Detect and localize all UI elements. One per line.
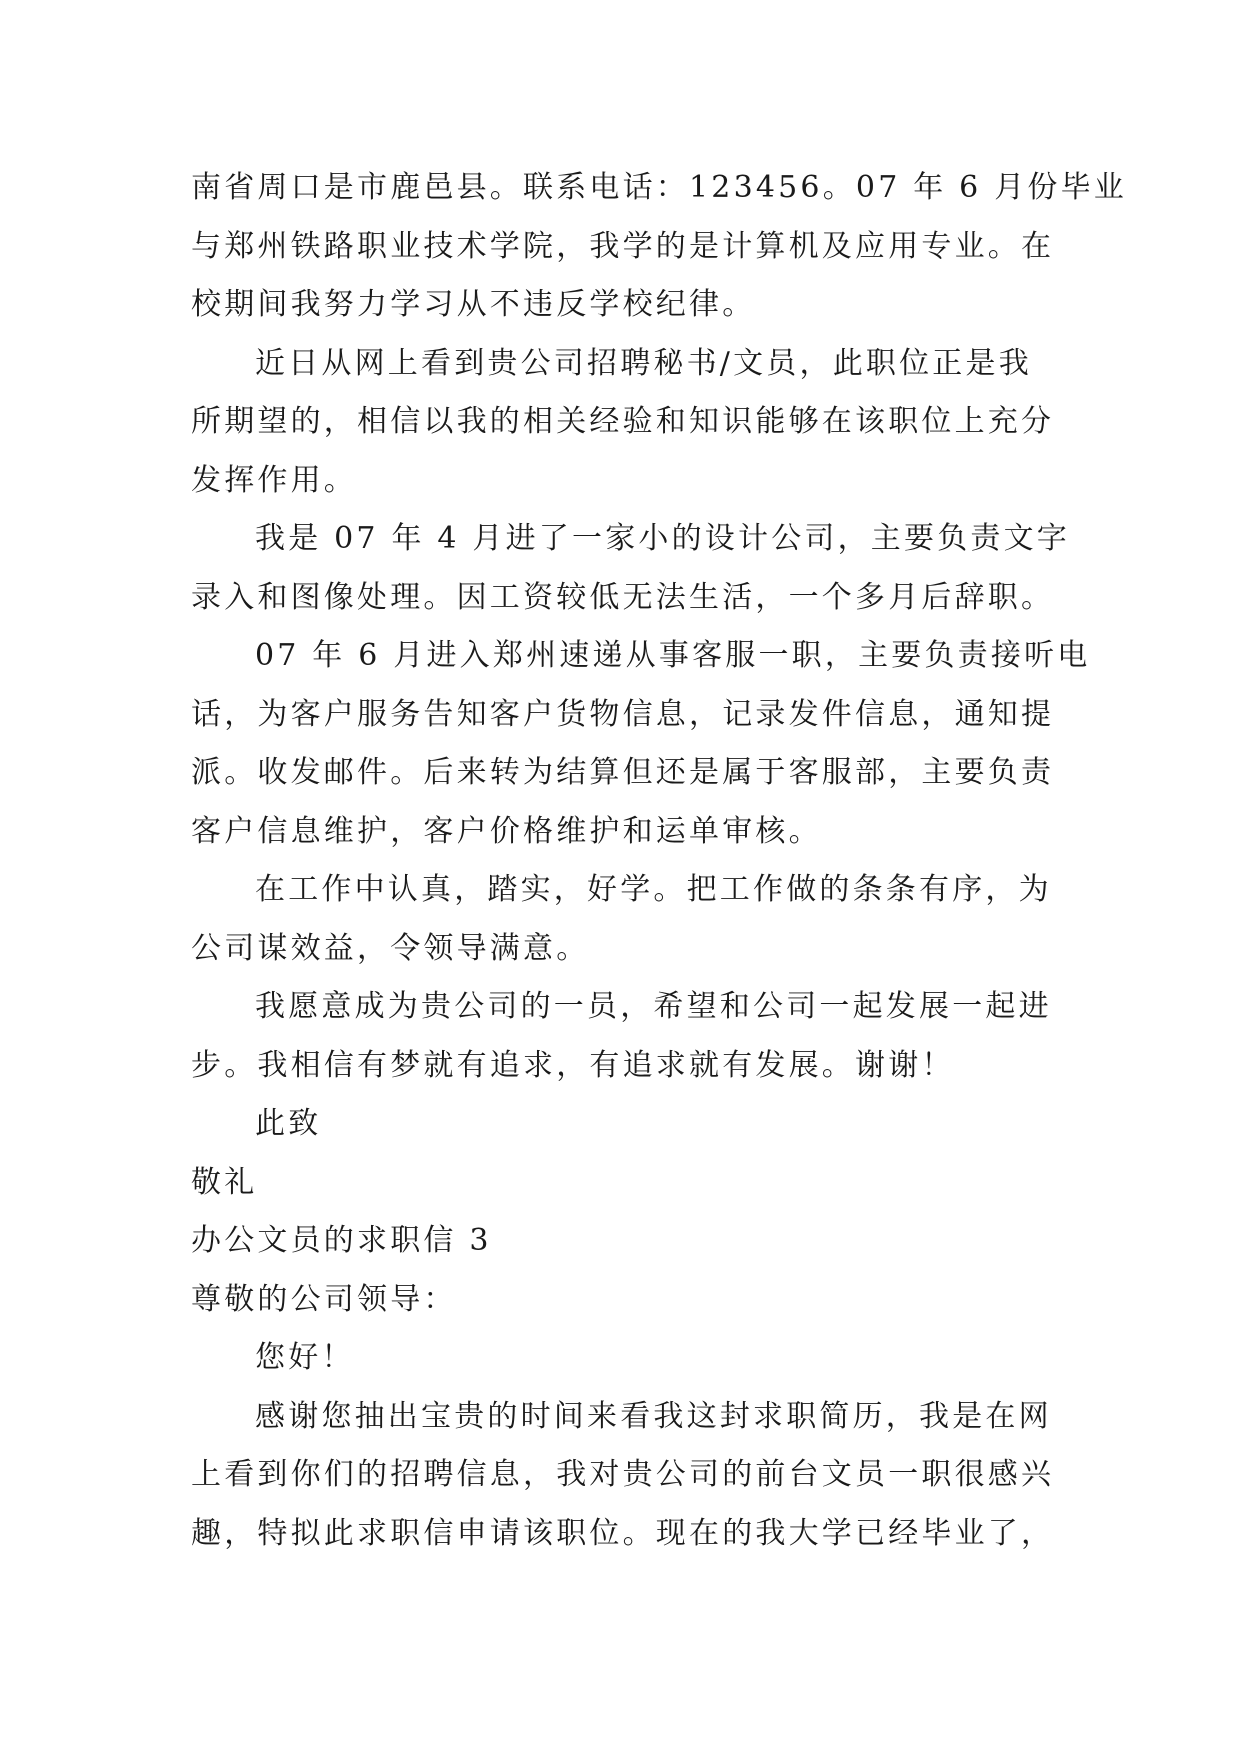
text-line: 07 年 6 月进入郑州速递从事客服一职，主要负责接听电	[255, 638, 1091, 673]
text-line: 敬礼	[191, 1164, 258, 1200]
text-line: 尊敬的公司领导：	[191, 1281, 457, 1317]
text-line: 步。我相信有梦就有追求，有追求就有发展。谢谢！	[191, 1047, 955, 1083]
text-line: 近日从网上看到贵公司招聘秘书/文员，此职位正是我	[255, 345, 1032, 381]
text-line: 办公文员的求职信 3	[191, 1223, 492, 1258]
text-line: 我是 07 年 4 月进了一家小的设计公司，主要负责文字	[255, 521, 1071, 556]
letter-body	[191, 159, 1127, 1563]
text-line: 发挥作用。	[191, 462, 357, 498]
text-line: 录入和图像处理。因工资较低无法生活，一个多月后辞职。	[191, 579, 1055, 615]
text-line: 此致	[255, 1106, 322, 1141]
text-line: 南省周口是市鹿邑县。联系电话：123456。07 年 6 月份毕业	[191, 170, 1127, 205]
text-line: 公司谋效益，令领导满意。	[191, 930, 590, 966]
text-line: 与郑州铁路职业技术学院，我学的是计算机及应用专业。在	[191, 228, 1055, 264]
text-line: 上看到你们的招聘信息，我对贵公司的前台文员一职很感兴	[191, 1457, 1055, 1492]
text-line: 所期望的，相信以我的相关经验和知识能够在该职位上充分	[191, 404, 1055, 439]
text-line: 感谢您抽出宝贵的时间来看我这封求职简历，我是在网	[255, 1398, 1052, 1434]
text-line: 客户信息维护，客户价格维护和运单审核。	[191, 813, 822, 849]
text-line: 校期间我努力学习从不违反学校纪律。	[191, 287, 756, 322]
text-line: 我愿意成为贵公司的一员，希望和公司一起发展一起进	[255, 989, 1052, 1024]
text-line: 话，为客户服务告知客户货物信息，记录发件信息，通知提	[191, 696, 1055, 732]
text-line: 您好！	[255, 1340, 355, 1375]
text-line: 派。收发邮件。后来转为结算但还是属于客服部，主要负责	[191, 755, 1055, 790]
text-line: 趣，特拟此求职信申请该职位。现在的我大学已经毕业了，	[191, 1515, 1055, 1551]
text-line: 在工作中认真，踏实，好学。把工作做的条条有序，为	[255, 872, 1052, 907]
